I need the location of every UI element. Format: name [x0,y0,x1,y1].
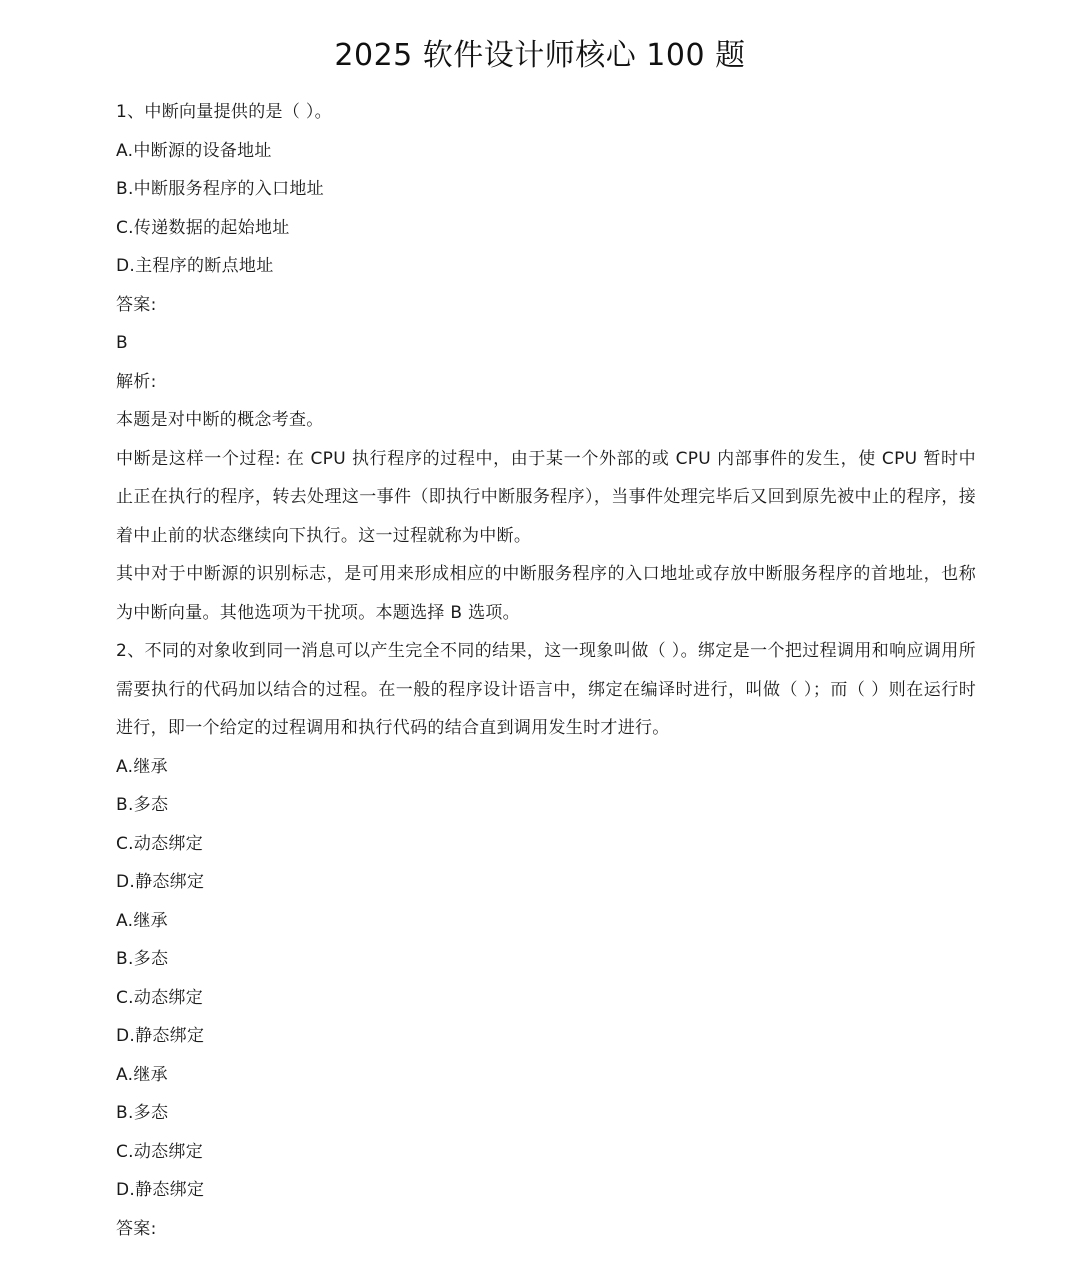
question-2-group-2-option-d: D.静态绑定 [116,1026,205,1046]
question-2-group-3-option-c: C.动态绑定 [116,1141,204,1162]
question-1-analysis-label: 解析: [116,371,157,392]
question-1-analysis-definition: 中断是这样一个过程: 在 CPU 执行程序的过程中，由于某一个外部的或 CPU 内部事件的发生，使 CPU 暂时中止正在执行的程序，转去处理这一事件（即执行中断服务程序），当事件处理完毕后又回到原先被中止的程序，接着中止前的状态继续向下执行。这一过程就称为中断。 [116,448,976,546]
question-1-option-d: D.主程序的断点地址 [116,256,274,276]
question-2-group-3-option-b: B.多态 [116,1103,169,1123]
question-2-answer-label: 答案: [116,1218,157,1239]
question-2-group-1-option-b: B.多态 [116,795,169,815]
question-2-group-2-option-c: C.动态绑定 [116,987,204,1008]
question-2-group-1-option-a: A.继承 [116,756,168,777]
document-title: 2025 软件设计师核心 100 题 [334,38,746,73]
document-body [116,93,976,1248]
question-1-option-b: B.中断服务程序的入口地址 [116,179,324,199]
question-2-group-1-option-d: D.静态绑定 [116,872,205,892]
question-2-group-2-option-b: B.多态 [116,949,169,969]
question-1-option-a: A.中断源的设备地址 [116,140,272,161]
question-1-option-c: C.传递数据的起始地址 [116,217,290,238]
question-2-text: 2、不同的对象收到同一消息可以产生完全不同的结果，这一现象叫做（ ）。绑定是一个把过程调用和响应调用所需要执行的代码加以结合的过程。在一般的程序设计语言中，绑定在编译时进行，叫做（ ）；而（ ）则在运行时进行，即一个给定的过程调用和执行代码的结合直到调用发生时才进行。 [116,641,976,738]
question-2-group-1-option-c: C.动态绑定 [116,833,204,854]
question-1-analysis-intro: 本题是对中断的概念考查。 [116,410,324,430]
question-1-text: 1、中断向量提供的是（ ）。 [116,102,332,122]
question-1-answer: B [116,333,128,353]
question-1-analysis-conclusion: 其中对于中断源的识别标志，是可用来形成相应的中断服务程序的入口地址或存放中断服务程序的首地址，也称为中断向量。其他选项为干扰项。本题选择 B 选项。 [116,564,976,623]
question-2-group-3-option-d: D.静态绑定 [116,1180,205,1200]
question-2-group-2-option-a: A.继承 [116,910,168,931]
question-1-answer-label: 答案: [116,294,157,315]
question-2-group-3-option-a: A.继承 [116,1064,168,1085]
